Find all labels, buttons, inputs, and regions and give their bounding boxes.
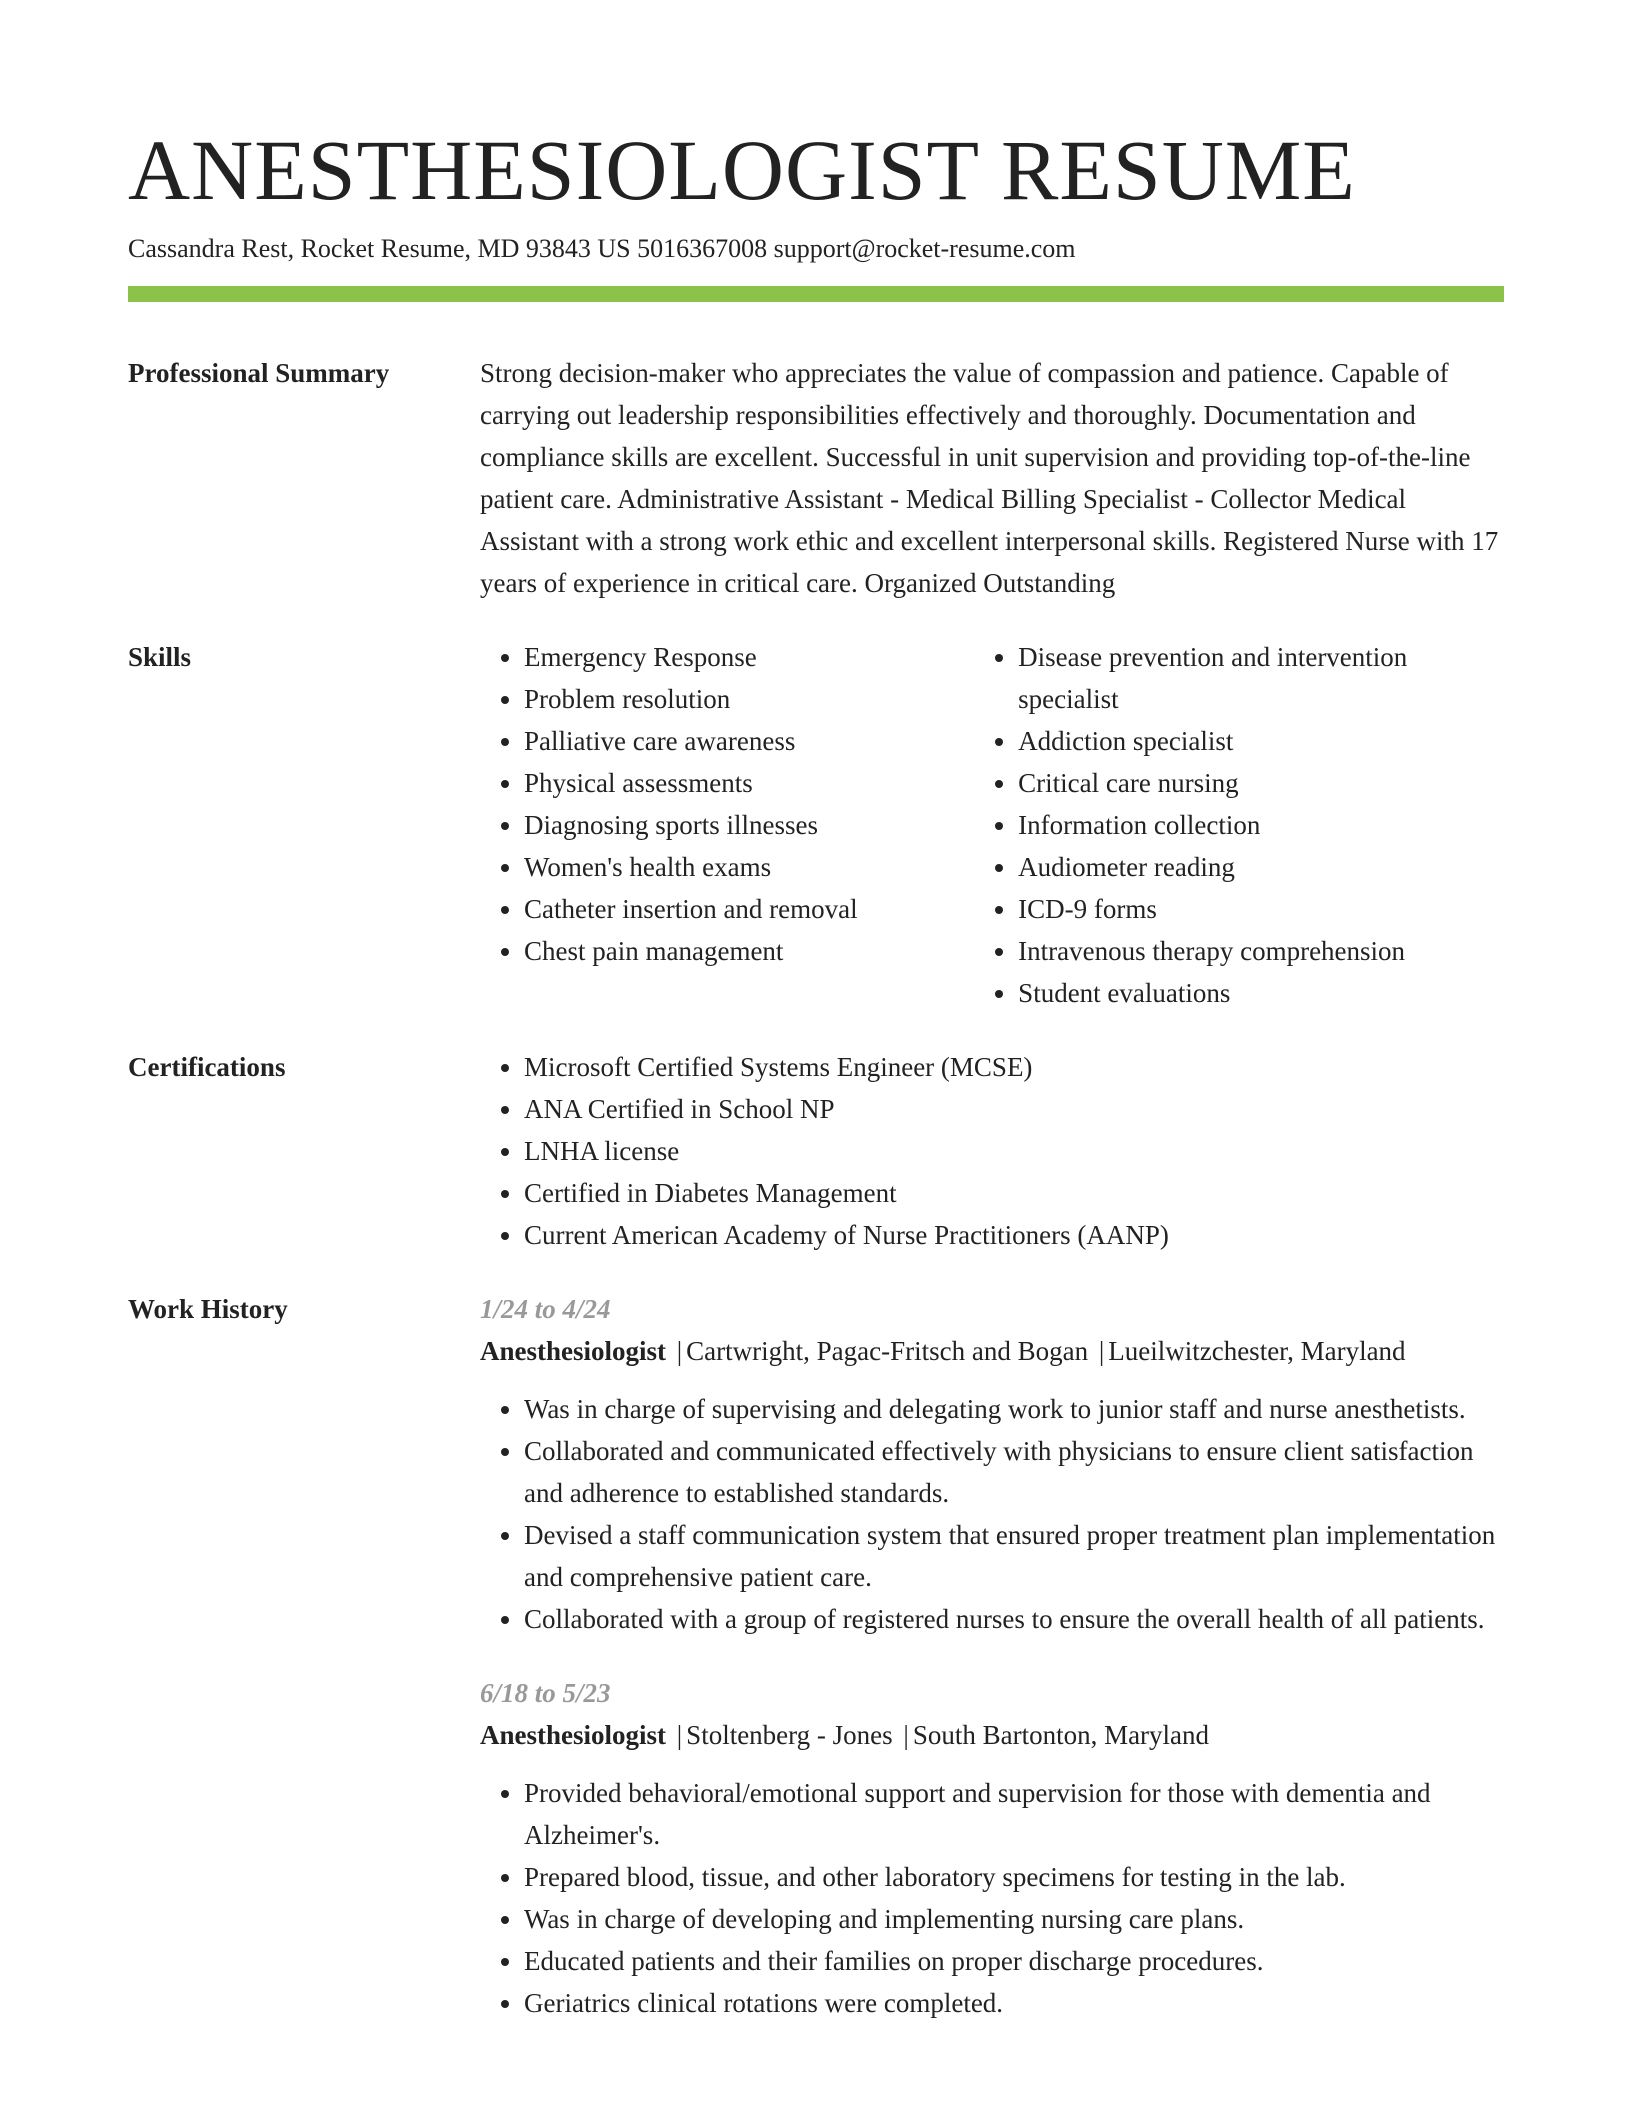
skills-list-right: [974, 636, 1504, 1014]
job-separator: |: [676, 1336, 683, 1366]
job-separator: |: [1098, 1336, 1105, 1366]
skills-section: [128, 636, 1504, 1014]
skill-item: • Diagnosing sports illnesses: [524, 804, 974, 846]
skill-item: • Information collection: [1018, 804, 1504, 846]
certifications-list: [480, 1046, 1504, 1256]
skill-item: • Chest pain management: [524, 930, 974, 972]
contact-line: Cassandra Rest, Rocket Resume, MD 93843 US 5016367008 support@rocket-resume.com: [128, 234, 1076, 263]
skills-heading: Skills: [128, 642, 192, 672]
certifications-section: [128, 1046, 1504, 1256]
job-bullet: • Prepared blood, tissue, and other laboratory specimens for testing in the lab.: [524, 1856, 1504, 1898]
certification-item: • ANA Certified in School NP: [524, 1088, 1504, 1130]
skill-item: • Physical assessments: [524, 762, 974, 804]
job-bullet: • Devised a staff communication system that ensured proper treatment plan implementation and comprehensive patient care.: [524, 1514, 1504, 1598]
summary-section: [128, 352, 1504, 604]
job-title: Anesthesiologist: [480, 1720, 667, 1750]
skills-column-right: [974, 636, 1504, 1014]
job-bullet: • Collaborated and communicated effectively with physicians to ensure client satisfaction and adherence to established standards.: [524, 1430, 1504, 1514]
summary-heading: Professional Summary: [128, 358, 390, 388]
skills-column-left: [480, 636, 974, 1014]
certification-item: • LNHA license: [524, 1130, 1504, 1172]
header-divider: [128, 286, 1504, 302]
job-bullet: • Provided behavioral/emotional support and supervision for those with dementia and Alzheimer's.: [524, 1772, 1504, 1856]
skill-item: • Critical care nursing: [1018, 762, 1504, 804]
skill-item: • Palliative care awareness: [524, 720, 974, 762]
job-bullet: • Geriatrics clinical rotations were completed.: [524, 1982, 1504, 2024]
work-history-section: [128, 1288, 1504, 2024]
certifications-heading: Certifications: [128, 1052, 286, 1082]
job-entry: [480, 1672, 1504, 2024]
work-history-heading: Work History: [128, 1294, 288, 1324]
job-company: Cartwright, Pagac-Fritsch and Bogan: [686, 1336, 1089, 1366]
job-bullet: • Educated patients and their families on proper discharge procedures.: [524, 1940, 1504, 1982]
skill-item: • Audiometer reading: [1018, 846, 1504, 888]
job-bullet-list: [480, 1388, 1504, 1640]
job-title: Anesthesiologist: [480, 1336, 667, 1366]
skill-item: • Intravenous therapy comprehension: [1018, 930, 1504, 972]
skill-item: • Addiction specialist: [1018, 720, 1504, 762]
summary-text: Strong decision-maker who appreciates the value of compassion and patience. Capable of carrying out leadership responsibilities effectively and thoroughly. Documentation and compliance skills are excellent. Successful in unit supervision and providing top-of-the-line patient care. Administrative Assistant - Medical Billing Specialist - Collector Medical Assistant with a strong work ethic and excellent interpersonal skills. Registered Nurse with 17 years of experience in critical care. Organized Outstanding: [480, 358, 1499, 598]
certification-item: • Microsoft Certified Systems Engineer (MCSE): [524, 1046, 1504, 1088]
certification-item: • Certified in Diabetes Management: [524, 1172, 1504, 1214]
skill-item: • Disease prevention and intervention specialist: [1018, 636, 1504, 720]
skills-columns: [480, 636, 1504, 1014]
skill-item: • Emergency Response: [524, 636, 974, 678]
resume-title: ANESTHESIOLOGIST RESUME: [128, 122, 1356, 218]
job-separator: |: [903, 1720, 909, 1750]
job-separator: |: [676, 1720, 683, 1750]
resume-page: [128, 118, 1504, 2024]
job-bullet: • Collaborated with a group of registered nurses to ensure the overall health of all patients.: [524, 1598, 1504, 1640]
skill-item: • Student evaluations: [1018, 972, 1504, 1014]
job-bullet: • Was in charge of supervising and delegating work to junior staff and nurse anesthetists.: [524, 1388, 1504, 1430]
job-bullet-list: [480, 1772, 1504, 2024]
certification-item: • Current American Academy of Nurse Practitioners (AANP): [524, 1214, 1504, 1256]
skill-item: • Catheter insertion and removal: [524, 888, 974, 930]
job-heading-line: [480, 1330, 1504, 1372]
skills-list-left: [480, 636, 974, 972]
job-dates: 1/24 to 4/24: [480, 1294, 611, 1324]
job-location: South Bartonton, Maryland: [912, 1720, 1210, 1750]
job-entry: [480, 1288, 1504, 1640]
job-dates: 6/18 to 5/23: [480, 1678, 611, 1708]
skill-item: • ICD-9 forms: [1018, 888, 1504, 930]
work-history-body: [480, 1288, 1504, 2024]
job-heading-line: [480, 1714, 1504, 1756]
skill-item: • Problem resolution: [524, 678, 974, 720]
skill-item: • Women's health exams: [524, 846, 974, 888]
job-company: Stoltenberg - Jones: [686, 1720, 893, 1750]
certifications-body: [480, 1046, 1504, 1256]
job-location: Lueilwitzchester, Maryland: [1108, 1336, 1406, 1366]
job-bullet: • Was in charge of developing and implementing nursing care plans.: [524, 1898, 1504, 1940]
